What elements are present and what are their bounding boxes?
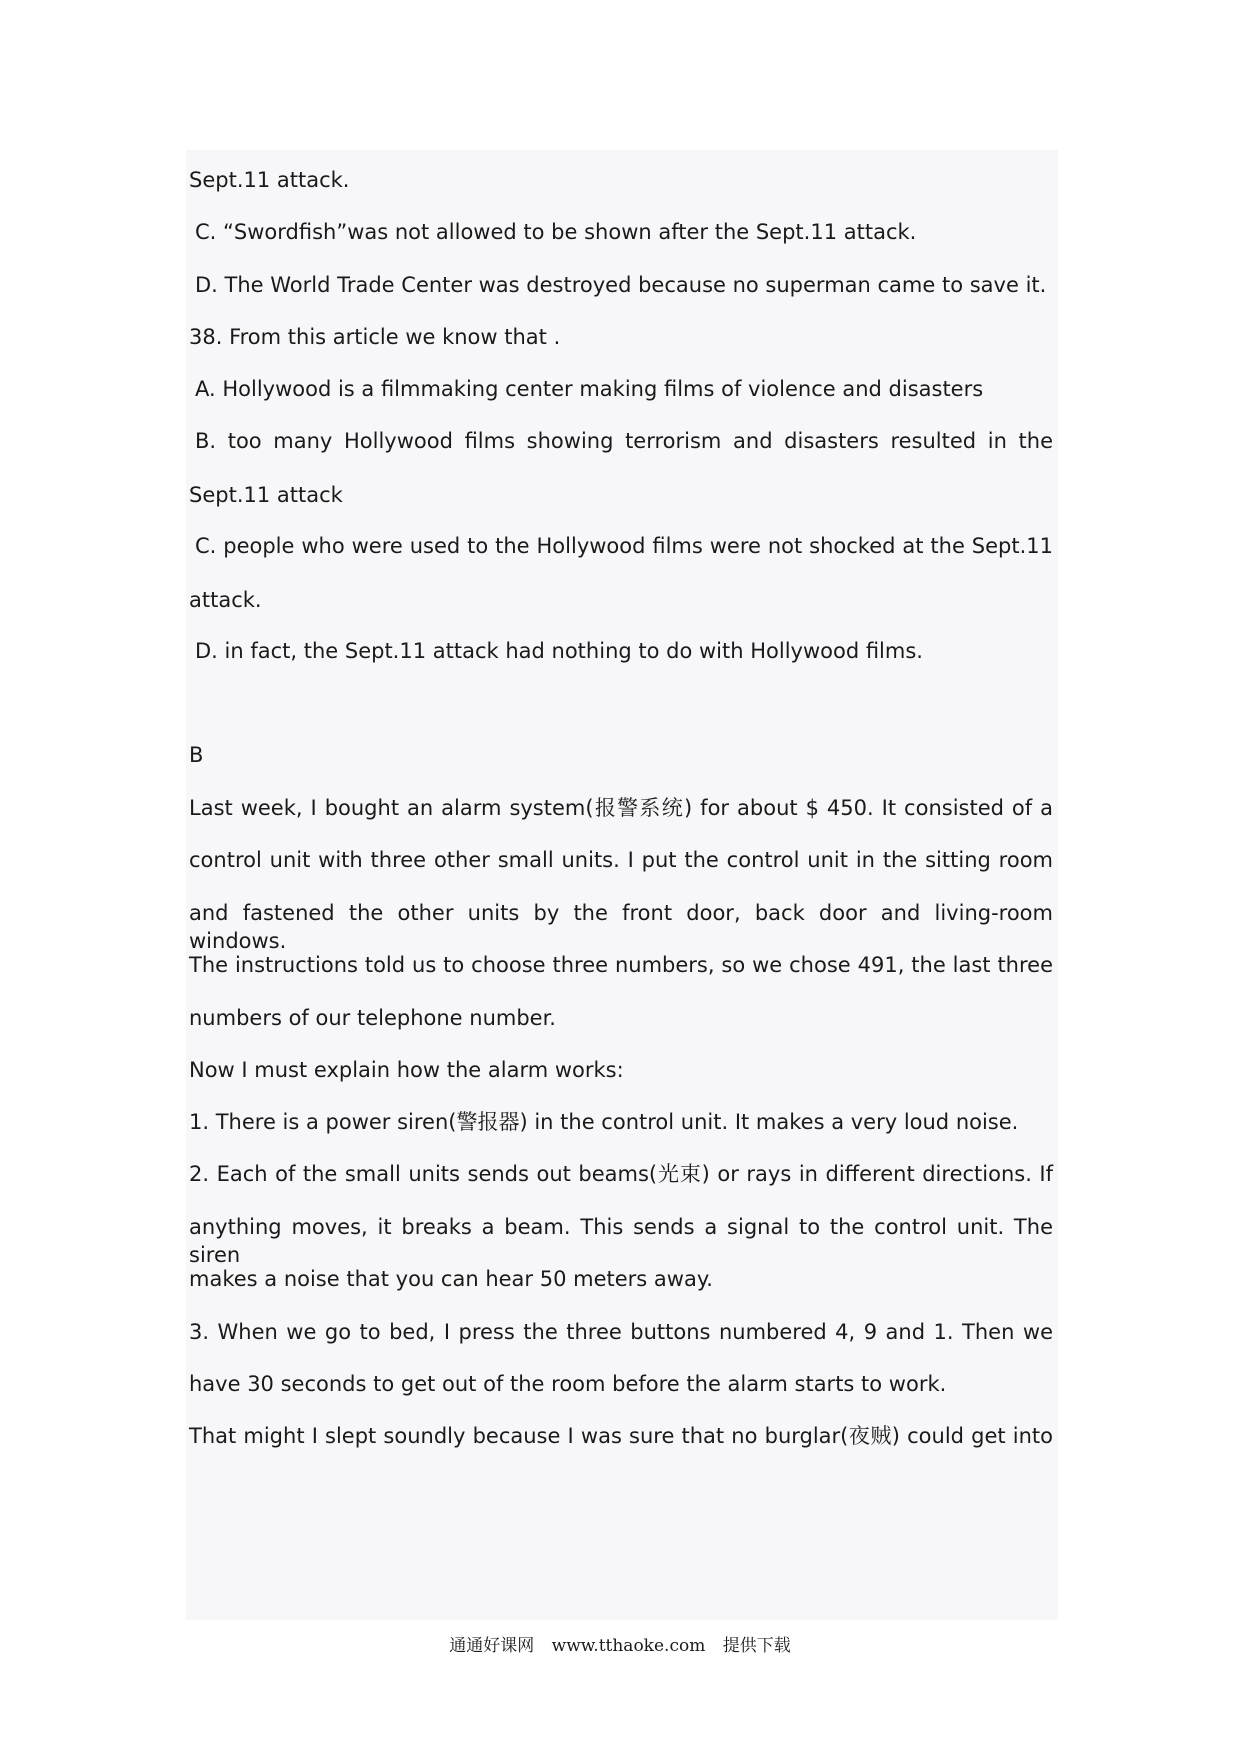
paragraph-line: Last week, I bought an alarm system(报警系统) for about $ 450. It consisted of a bbox=[189, 796, 1053, 820]
paragraph-line: and fastened the other units by the front door, back door and living-room windows. bbox=[189, 901, 1053, 953]
section-heading: B bbox=[189, 743, 204, 767]
paragraph-line: makes a noise that you can hear 50 meters away. bbox=[189, 1267, 713, 1291]
footer-url[interactable]: www.tthaoke.com bbox=[551, 1636, 706, 1656]
paragraph-line: That might I slept soundly because I was sure that no burglar(夜贼) could get into bbox=[189, 1424, 1053, 1448]
page-content bbox=[186, 150, 1058, 1620]
paragraph-line: numbers of our telephone number. bbox=[189, 1006, 556, 1030]
paragraph-line: The instructions told us to choose three numbers, so we chose 491, the last three bbox=[189, 953, 1053, 977]
option-a: A. Hollywood is a filmmaking center making films of violence and disasters bbox=[195, 377, 984, 401]
footer-note: 提供下载 bbox=[722, 1636, 791, 1656]
paragraph-line: Now I must explain how the alarm works: bbox=[189, 1058, 624, 1082]
paragraph-line: control unit with three other small units. I put the control unit in the sitting room bbox=[189, 848, 1053, 872]
option-d: D. in fact, the Sept.11 attack had nothing to do with Hollywood films. bbox=[195, 639, 923, 663]
option-b: B. too many Hollywood films showing terrorism and disasters resulted in the bbox=[195, 429, 1053, 453]
list-item-1: 1. There is a power siren(警报器) in the control unit. It makes a very loud noise. bbox=[189, 1110, 1019, 1134]
list-item-2: 2. Each of the small units sends out beams(光束) or rays in different directions. If bbox=[189, 1162, 1053, 1186]
option-d: D. The World Trade Center was destroyed because no superman came to save it. bbox=[195, 273, 1047, 297]
footer-site-name: 通通好课网 bbox=[449, 1636, 535, 1656]
page-footer bbox=[0, 1634, 1240, 1658]
option-c: C. “Swordfish”was not allowed to be shown after the Sept.11 attack. bbox=[195, 220, 917, 244]
text-line: Sept.11 attack. bbox=[189, 168, 350, 192]
question-38: 38. From this article we know that . bbox=[189, 325, 561, 349]
paragraph-line: have 30 seconds to get out of the room before the alarm starts to work. bbox=[189, 1372, 947, 1396]
text-line: attack. bbox=[189, 588, 262, 612]
text-line: Sept.11 attack bbox=[189, 483, 343, 507]
option-c: C. people who were used to the Hollywood films were not shocked at the Sept.11 bbox=[195, 534, 1053, 558]
list-item-3: 3. When we go to bed, I press the three buttons numbered 4, 9 and 1. Then we bbox=[189, 1320, 1053, 1344]
paragraph-line: anything moves, it breaks a beam. This sends a signal to the control unit. The siren bbox=[189, 1215, 1053, 1267]
